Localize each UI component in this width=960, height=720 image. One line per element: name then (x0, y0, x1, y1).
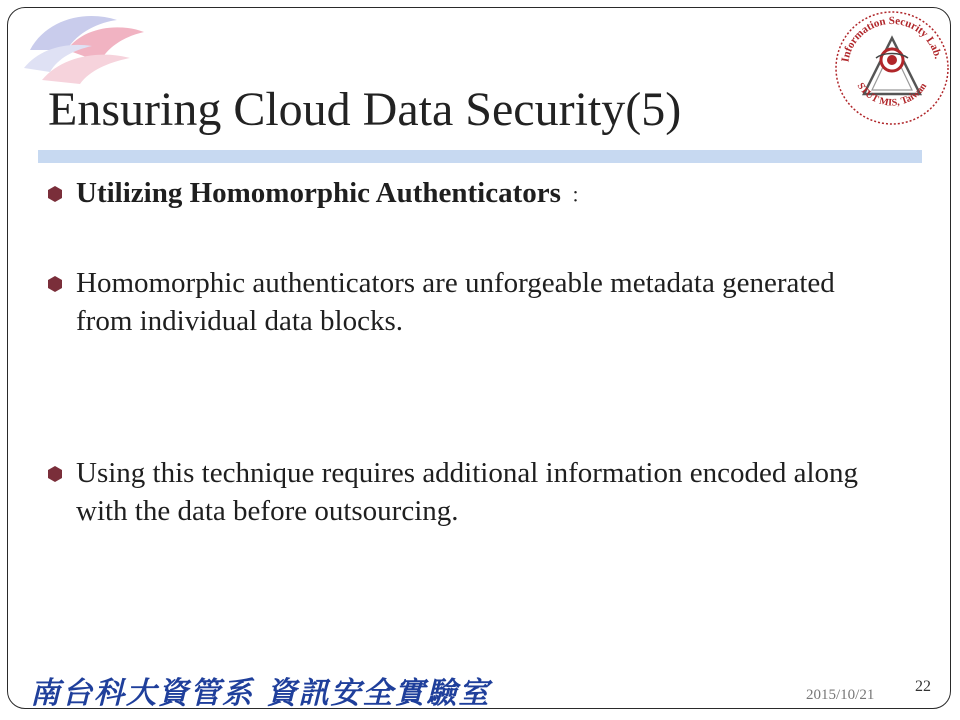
footer-brand-calligraphy (28, 673, 491, 713)
hexagon-bullet-icon (48, 186, 62, 202)
information-security-lab-logo (832, 8, 952, 126)
bullet-item (48, 454, 866, 530)
logo-ring-text: Information Security Lab. (839, 14, 944, 64)
footer-date: 2015/10/21 (806, 687, 875, 703)
bullet-text: Homomorphic authenticators are unforgeable metadata generated from individual data blocks. (76, 267, 835, 337)
bullet-colon: ： (570, 185, 591, 207)
corner-swoosh-icon (22, 10, 152, 85)
slide-title: Ensuring Cloud Data Security(5) (48, 83, 682, 136)
bullet-text: Using this technique requires additional information encoded along with the data before outsourcing. (76, 457, 858, 527)
bullet-text: Utilizing Homomorphic Authenticators (76, 177, 561, 209)
hexagon-bullet-icon (48, 276, 62, 292)
page-number: 22 (915, 678, 931, 695)
bullet-item (48, 264, 866, 340)
bullet-item (48, 174, 866, 215)
logo-bottom-text: STUT MIS, Taiwan (854, 80, 930, 109)
hexagon-bullet-icon (48, 466, 62, 482)
footer-brand-text: 南台科大資管系 資訊安全實驗室 (30, 676, 491, 711)
title-underline-bar (38, 150, 922, 163)
